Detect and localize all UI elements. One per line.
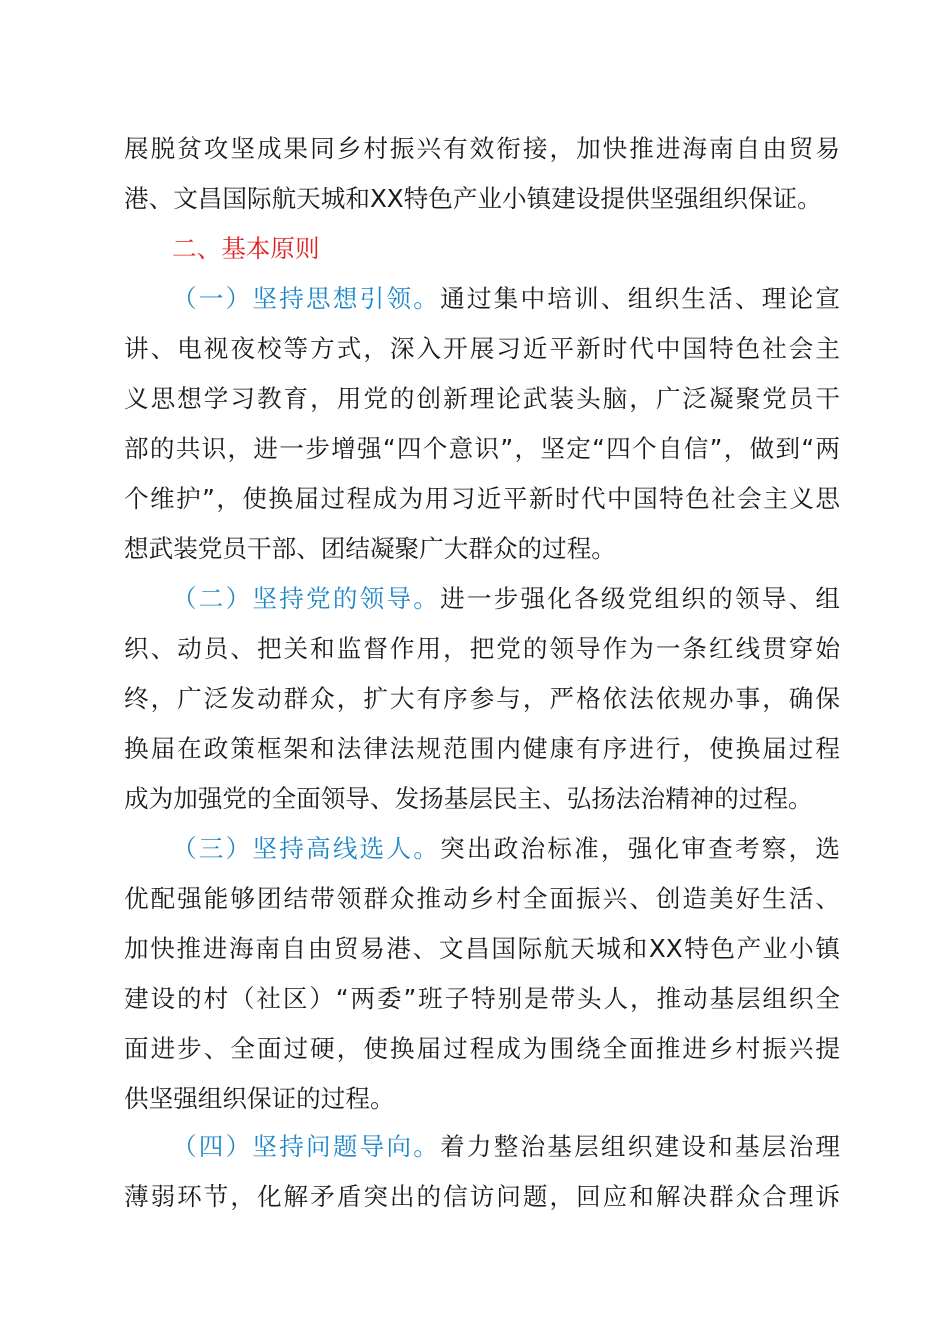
intro-line-1: 展脱贫攻坚成果同乡村振兴有效衔接，加快推进海南自由贸易 [124, 134, 840, 163]
principle-2-first-line-text: 进一步强化各级党组织的领导、组 [440, 584, 840, 613]
principle-2-line: 换届在政策框架和法律法规范围内健康有序进行，使换届过程 [124, 734, 840, 763]
principle-4-line: 薄弱环节，化解矛盾突出的信访问题，回应和解决群众合理诉 [124, 1182, 840, 1211]
principle-3-first-line-text: 突出政治标准，强化审查考察，选 [440, 834, 840, 863]
principle-3-first-line [172, 824, 840, 874]
principle-2-heading: （二）坚持党的领导。 [172, 584, 441, 613]
principle-3-line: 加快推进海南自由贸易港、文昌国际航天城和XX特色产业小镇 [124, 934, 840, 963]
principle-2-line: 成为加强党的全面领导、发扬基层民主、弘扬法治精神的过程。 [124, 784, 813, 813]
principle-1-line: 义思想学习教育，用党的创新理论武装头脑，广泛凝聚党员干 [124, 384, 840, 413]
principle-2-first-line [172, 574, 840, 624]
principle-1-heading: （一）坚持思想引领。 [172, 284, 441, 313]
principle-1-line: 个维护”，使换届过程成为用习近平新时代中国特色社会主义思 [124, 484, 840, 513]
principle-1-first-line-text: 通过集中培训、组织生活、理论宣 [440, 284, 840, 313]
principle-3-heading: （三）坚持高线选人。 [172, 834, 441, 863]
principle-4-first-line [172, 1122, 840, 1172]
principle-2-line: 终，广泛发动群众，扩大有序参与，严格依法依规办事，确保 [124, 684, 840, 713]
principle-3-line: 面进步、全面过硬，使换届过程成为围绕全面推进乡村振兴提 [124, 1034, 840, 1063]
principle-3-line: 建设的村（社区）“两委”班子特别是带头人，推动基层组织全 [124, 984, 840, 1013]
principle-1-line: 想武装党员干部、团结凝聚广大群众的过程。 [124, 534, 616, 563]
principle-4-heading: （四）坚持问题导向。 [172, 1132, 441, 1161]
principle-3-line: 优配强能够团结带领群众推动乡村全面振兴、创造美好生活、 [124, 884, 840, 913]
principle-1-line: 讲、电视夜校等方式，深入开展习近平新时代中国特色社会主 [124, 334, 840, 363]
section-heading: 二、基本原则 [172, 234, 320, 263]
principle-4-first-line-text: 着力整治基层组织建设和基层治理 [440, 1132, 840, 1161]
principle-3-line: 供坚强组织保证的过程。 [124, 1084, 395, 1113]
principle-1-line: 部的共识，进一步增强“四个意识”，坚定“四个自信”，做到“两 [124, 434, 840, 463]
principle-1-first-line [172, 274, 840, 324]
intro-line-2: 港、文昌国际航天城和XX特色产业小镇建设提供坚强组织保证。 [124, 184, 822, 213]
principle-2-line: 织、动员、把关和监督作用，把党的领导作为一条红线贯穿始 [124, 634, 840, 663]
